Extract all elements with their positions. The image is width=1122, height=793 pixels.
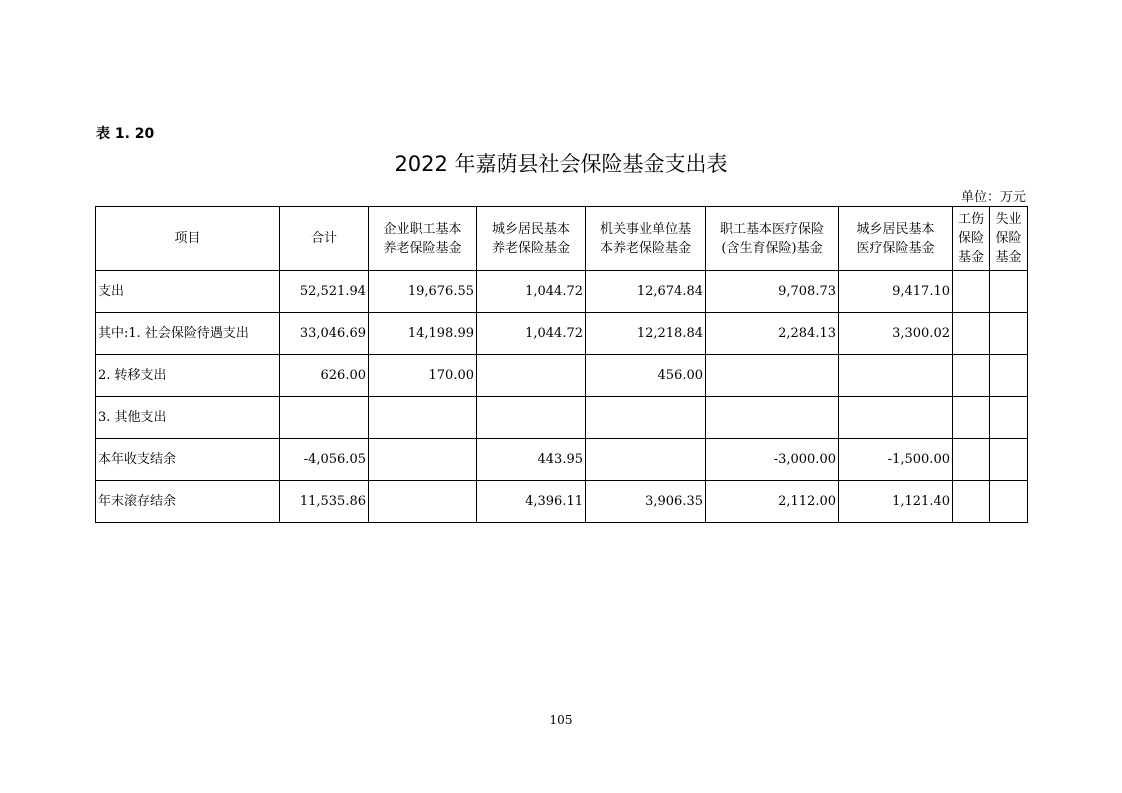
header-urban-rural-pension: 城乡居民基本 养老保险基金 [477, 207, 586, 271]
cell-employee-medical: 9,708.73 [706, 271, 839, 313]
page-number: 105 [549, 713, 573, 727]
cell-unemployment [990, 397, 1028, 439]
cell-enterprise-pension: 19,676.55 [369, 271, 477, 313]
cell-unemployment [990, 313, 1028, 355]
cell-enterprise-pension [369, 481, 477, 523]
table-number: 表 1. 20 [96, 126, 155, 142]
cell-work-injury [953, 313, 990, 355]
cell-resident-medical: 9,417.10 [839, 271, 953, 313]
cell-total: 11,535.86 [280, 481, 369, 523]
table-row [96, 397, 1028, 439]
cell-employee-medical [706, 355, 839, 397]
cell-urban-rural-pension [477, 397, 586, 439]
cell-resident-medical: 1,121.40 [839, 481, 953, 523]
cell-enterprise-pension [369, 397, 477, 439]
unit-note: 单位：万元 [960, 190, 1026, 205]
row-label: 本年收支结余 [96, 439, 280, 481]
cell-urban-rural-pension: 443.95 [477, 439, 586, 481]
cell-resident-medical [839, 397, 953, 439]
header-work-injury: 工伤 保险 基金 [953, 207, 990, 271]
cell-resident-medical: 3,300.02 [839, 313, 953, 355]
cell-institution-pension [586, 397, 706, 439]
table-row [96, 313, 1028, 355]
cell-work-injury [953, 397, 990, 439]
cell-total: 52,521.94 [280, 271, 369, 313]
cell-total: -4,056.05 [280, 439, 369, 481]
cell-enterprise-pension [369, 439, 477, 481]
fund-expenditure-table [95, 206, 1028, 523]
cell-institution-pension: 3,906.35 [586, 481, 706, 523]
table-row [96, 439, 1028, 481]
cell-institution-pension: 456.00 [586, 355, 706, 397]
cell-total: 626.00 [280, 355, 369, 397]
cell-urban-rural-pension: 1,044.72 [477, 313, 586, 355]
cell-employee-medical: -3,000.00 [706, 439, 839, 481]
row-label: 2. 转移支出 [96, 355, 280, 397]
cell-employee-medical: 2,112.00 [706, 481, 839, 523]
cell-unemployment [990, 481, 1028, 523]
cell-employee-medical [706, 397, 839, 439]
row-label: 其中:1. 社会保险待遇支出 [96, 313, 280, 355]
cell-employee-medical: 2,284.13 [706, 313, 839, 355]
header-total: 合计 [280, 207, 369, 271]
header-institution-pension: 机关事业单位基 本养老保险基金 [586, 207, 706, 271]
cell-work-injury [953, 355, 990, 397]
cell-urban-rural-pension: 4,396.11 [477, 481, 586, 523]
cell-unemployment [990, 271, 1028, 313]
table-row [96, 355, 1028, 397]
cell-work-injury [953, 271, 990, 313]
cell-urban-rural-pension [477, 355, 586, 397]
table-row [96, 271, 1028, 313]
cell-urban-rural-pension: 1,044.72 [477, 271, 586, 313]
header-resident-medical: 城乡居民基本 医疗保险基金 [839, 207, 953, 271]
cell-total: 33,046.69 [280, 313, 369, 355]
cell-work-injury [953, 439, 990, 481]
cell-institution-pension: 12,218.84 [586, 313, 706, 355]
header-unemployment: 失业 保险 基金 [990, 207, 1028, 271]
page-title: 2022 年嘉荫县社会保险基金支出表 [394, 152, 728, 176]
row-label: 支出 [96, 271, 280, 313]
header-row [96, 207, 1028, 271]
cell-enterprise-pension: 14,198.99 [369, 313, 477, 355]
cell-work-injury [953, 481, 990, 523]
cell-unemployment [990, 439, 1028, 481]
cell-unemployment [990, 355, 1028, 397]
cell-enterprise-pension: 170.00 [369, 355, 477, 397]
row-label: 3. 其他支出 [96, 397, 280, 439]
header-employee-medical: 职工基本医疗保险 (含生育保险)基金 [706, 207, 839, 271]
row-label: 年末滚存结余 [96, 481, 280, 523]
table-row [96, 481, 1028, 523]
cell-resident-medical: -1,500.00 [839, 439, 953, 481]
cell-total [280, 397, 369, 439]
cell-institution-pension [586, 439, 706, 481]
header-item: 项目 [96, 207, 280, 271]
cell-resident-medical [839, 355, 953, 397]
cell-institution-pension: 12,674.84 [586, 271, 706, 313]
header-enterprise-pension: 企业职工基本 养老保险基金 [369, 207, 477, 271]
